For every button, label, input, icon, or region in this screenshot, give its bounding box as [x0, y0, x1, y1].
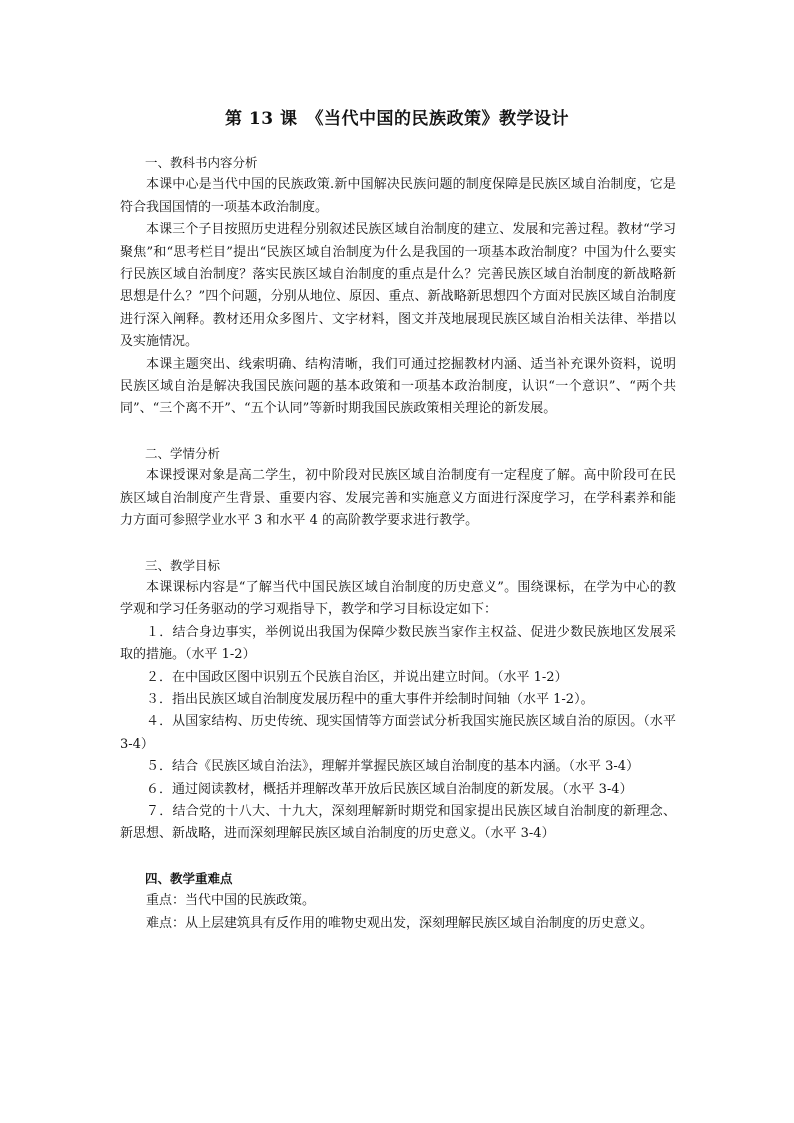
goal-item: ７．结合党的十八大、十九大，深刻理解新时期党和国家提出民族区域自治制度的新理念、新思想、新战略，进而深刻理解民族区域自治制度的历史意义。（水平 3-4） [120, 803, 676, 842]
section-heading: 三、教学目标 [145, 557, 221, 573]
goal-item: ５．结合《民族区域自治法》，理解并掌握民族区域自治制度的基本内涵。（水平 3-4） [146, 759, 640, 775]
paragraph: 本课课标内容是“了解当代中国民族区域自治制度的历史意义”。围绕课标，在学为中心的教学观和学习任务驱动的学习观指导下，教学和学习目标设定如下： [120, 579, 676, 618]
key-point: 重点：当代中国的民族政策。 [146, 893, 316, 909]
section-heading: 四、教学重难点 [145, 870, 233, 886]
goal-item: ２．在中国政区图中识别五个民族自治区，并说出建立时间。（水平 1-2） [146, 669, 568, 685]
section-teaching-goals [120, 555, 676, 846]
document-body [120, 152, 676, 935]
spacer [120, 533, 676, 555]
goal-item: ６．通过阅读教材，概括并理解改革开放后民族区域自治制度的新发展。（水平 3-4） [146, 781, 633, 797]
paragraph: 本课授课对象是高二学生，初中阶段对民族区域自治制度有一定程度了解。高中阶段可在民族区域自治制度产生背景、重要内容、发展完善和实施意义方面进行深度学习，在学科素养和能力方面可参照学业水平 3 和水平 4 的高阶教学要求进行教学。 [120, 468, 676, 529]
paragraph: 本课主题突出、线索明确、结构清晰，我们可通过挖掘教材内涵、适当补充课外资料，说明民族区域自治是解决我国民族问题的基本政策和一项基本政治制度，认识“一个意识”、“两个共同”、“三个离不开”、“五个认同”等新时期我国民族政策相关理论的新发展。 [120, 356, 676, 417]
goal-item: １．结合身边事实，举例说出我国为保障少数民族当家作主权益、促进少数民族地区发展采取的措施。（水平 1-2） [120, 624, 676, 663]
goal-item: ３．指出民族区域自治制度发展历程中的重大事件并绘制时间轴（水平 1-2）。 [146, 691, 594, 707]
paragraph: 本课三个子目按照历史进程分别叙述民族区域自治制度的建立、发展和完善过程。教材“学习聚焦”和“思考栏目”提出“民族区域自治制度为什么是我国的一项基本政治制度？中国为什么要实行民族区域自治制度？落实民族区域自治制度的重点是什么？完善民族区域自治制度的新战略新思想是什么？”四个问题，分别从地位、原因、重点、新战略新思想四个方面对民族区域自治制度进行深入阐释。教材还用众多图片、文字材料，图文并茂地展现民族区域自治相关法律、举措以及实施情况。 [120, 222, 676, 350]
section-key-difficult-points [120, 868, 676, 935]
section-heading: 二、学情分析 [145, 445, 221, 461]
document-title: 第 13 课 《当代中国的民族政策》教学设计 [225, 109, 569, 129]
spacer [120, 846, 676, 868]
goal-item: ４．从国家结构、历史传统、现实国情等方面尝试分析我国实施民族区域自治的原因。（水平 3-4） [120, 714, 676, 752]
section-student-analysis [120, 443, 676, 533]
difficult-point: 难点：从上层建筑具有反作用的唯物史观出发，深刻理解民族区域自治制度的历史意义。 [146, 915, 654, 931]
spacer [120, 421, 676, 443]
section-heading: 一、教科书内容分析 [145, 155, 258, 170]
section-textbook-analysis [120, 152, 676, 421]
paragraph: 本课中心是当代中国的民族政策.新中国解决民族问题的制度保障是民族区域自治制度，它是符合我国国情的一项基本政治制度。 [120, 177, 676, 215]
